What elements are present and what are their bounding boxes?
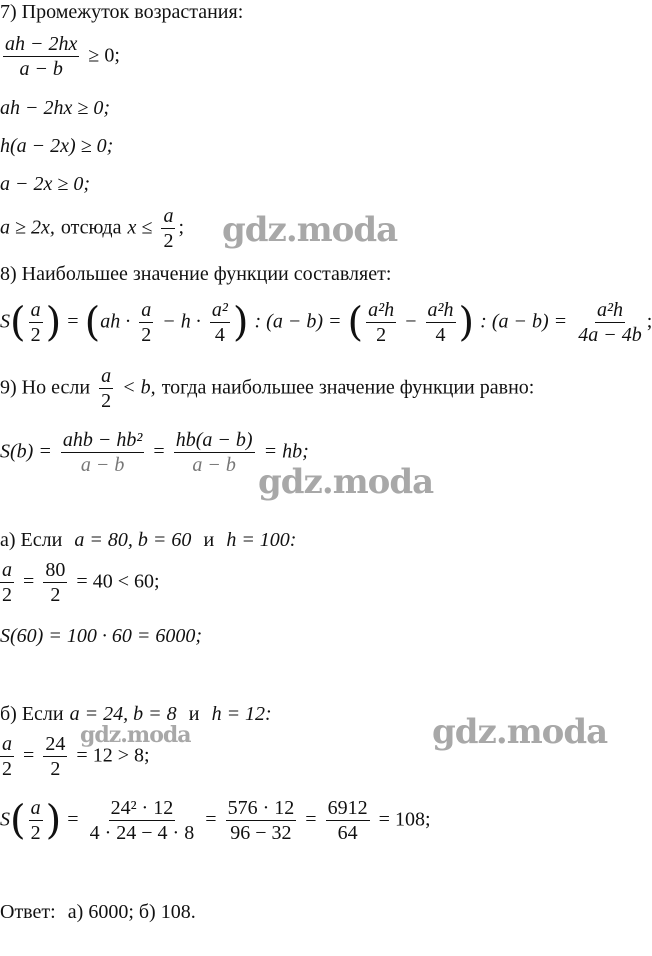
s7-line-5: a ≥ 2x, отсюда x ≤ $\frac{a}{2}$ ; bbox=[0, 205, 184, 252]
watermark: gdz.moda bbox=[80, 722, 191, 748]
part-a-line-1: $\frac{a}{2}$ = $\frac{80}{2}$ = 40 < 60; bbox=[2, 559, 160, 606]
s8-formula: S( $\frac{a}{2}$ ) = (ah · $\frac{a}{2}$ − h · $\frac{\text{a²}}{4}$ ) : (a − b) = ( $\frac{\text{a²h}}{2}$ − $\frac{\text{a²h}}{4}$ ) : (a − b) = $\frac{\text{a²h}}{4a - 4b}$ ; bbox=[0, 299, 652, 346]
s9-formula: S(b) = $\frac{\text{ahb − hb²}}{a - b}$ = $\frac{hb(a - b)}{a - b}$ = hb; bbox=[0, 429, 309, 476]
section-8-title: 8) Наибольшее значение функции составляет: bbox=[0, 263, 392, 285]
s7-line-1: $\frac{ah - 2hx}{a - b}$ ≥ 0; bbox=[5, 33, 120, 80]
answer: Ответ: а) 6000; б) 108. bbox=[0, 901, 196, 923]
s7-line-3: h(a − 2x) ≥ 0; bbox=[0, 135, 114, 157]
s7-line-2: ah − 2hx ≥ 0; bbox=[0, 97, 111, 119]
s7-fraction: $\frac{ah - 2hx}{a - b}$ bbox=[5, 33, 78, 80]
section-7-title: 7) Промежуток возрастания: bbox=[0, 1, 244, 23]
watermark: gdz.moda bbox=[432, 712, 608, 752]
watermark: gdz.moda bbox=[258, 462, 434, 502]
part-b-title: б) Если a = 24, b = 8 и h = 12: bbox=[0, 703, 272, 725]
part-a-title: а) Если a = 80, b = 60 и h = 100: bbox=[0, 529, 297, 551]
s7-line-4: a − 2x ≥ 0; bbox=[0, 173, 91, 195]
part-b-line-1: $\frac{a}{2}$ = $\frac{24}{2}$ = 12 > 8; bbox=[2, 733, 150, 780]
watermark: gdz.moda bbox=[222, 210, 398, 250]
section-9-title: 9) Но если $\frac{a}{2}$ < b, тогда наибольшее значение функции равно: bbox=[0, 365, 535, 412]
part-a-line-2: S(60) = 100 · 60 = 6000; bbox=[0, 625, 202, 647]
part-b-line-2: S( $\frac{a}{2}$ ) = $\frac{\text{24² · 12}}{4 \cdot 24 - 4 \cdot 8}$ = $\frac{576 \cdot 12}{96 - 32}$ = $\frac{6912}{64}$ = 108; bbox=[0, 797, 431, 844]
